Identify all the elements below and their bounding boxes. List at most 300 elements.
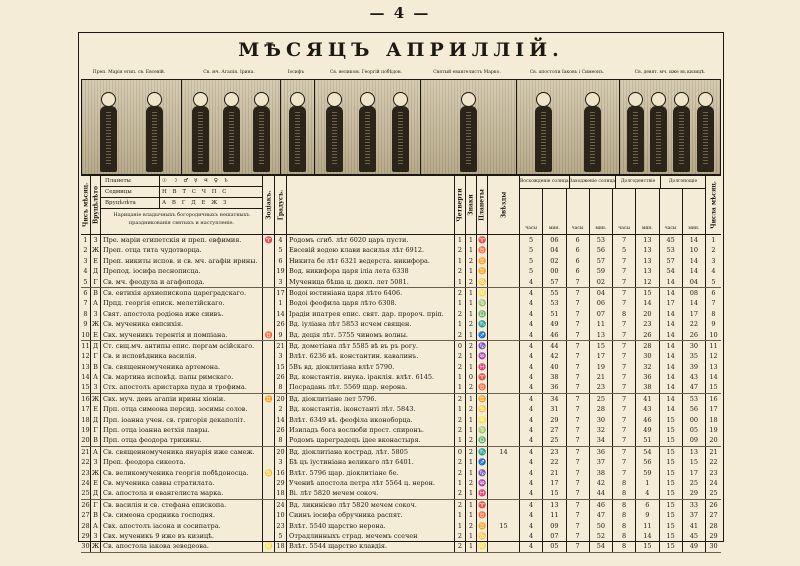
degree: 14 [275,309,287,319]
quarter-value: 2 [455,488,466,498]
day-number-right: 5 [711,277,716,286]
degree: 16 [275,468,287,478]
time-value: 10 [683,245,706,255]
time-value: 5 [520,256,543,266]
vrutseleto-letter: Ж [91,394,100,403]
degree: 26 [275,372,287,382]
star-marker [488,288,520,298]
day-number: 25 [81,489,90,498]
event-text: Ві. лѣт 5820 мечем сокоч. [287,488,455,498]
time-value: 7 [567,404,590,414]
time-value: 7 [567,510,590,520]
time-value: 4 [520,478,543,488]
time-value: 43 [683,372,706,382]
evangelist-icon [460,92,477,172]
zodiac-sign [263,425,275,435]
sign-value: 2 [466,256,477,266]
quarter-value: 2 [455,457,466,467]
day-number-right: 19 [709,426,718,435]
star-marker [488,394,520,404]
sign-value: 2 [466,478,477,488]
sign-value: 1 [466,309,477,319]
icon-panel-agapia [182,80,282,174]
day-number: 21 [81,447,90,456]
degree: 18 [275,541,287,551]
vrutseleto-letter: Ж [91,542,100,551]
calendar-rows [81,235,721,553]
sign-value: 1 [466,394,477,404]
time-value: 22 [543,457,566,467]
planet-value: ♋ [477,531,487,540]
time-value: 5 [520,235,543,245]
quarter-value: 1 [455,298,466,308]
icon-panel-georgiy [315,80,421,174]
vrutseleto-letter: Ж [91,320,100,329]
time-value: 4 [520,330,543,340]
time-value: 25 [590,394,613,404]
sign-value: 1 [466,468,477,478]
event-text: Вд. ликинієво лѣт 5820 мечем сокоч. [287,500,455,510]
day-number-right: 18 [709,415,718,424]
table-row [81,245,721,255]
time-value: 04 [683,277,706,287]
star-marker [488,478,520,488]
degree: 8 [275,382,287,392]
time-value: 7 [567,341,590,351]
zodiac-sign: ♉ [263,330,275,340]
time-value: 46 [636,415,659,425]
icon-caption: Св. апостоли Іаковъ і Симеонъ. [529,70,605,75]
time-value: 56 [590,245,613,255]
day-number-right: 23 [709,468,718,477]
zodiac-sign [263,531,275,541]
quarter-value: 1 [455,372,466,382]
time-value: 8 [613,541,636,551]
time-value: 7 [567,415,590,425]
quarter-value: 1 [455,319,466,329]
event-text: Водоі феофила царя лѣто 6308. [287,298,455,308]
event-text: Вд. іуліана лѣт 5853 исчем священ. [287,319,455,329]
time-value: 7 [567,394,590,404]
day-number-right: 2 [711,246,716,255]
day-number-right: 14 [709,373,718,382]
time-value: 15 [660,488,683,498]
vrutseleto-letter: Е [91,478,101,488]
star-marker [488,500,520,510]
time-value: 07 [590,309,613,319]
time-value: 4 [636,488,659,498]
zodiac-sign [263,351,275,361]
time-value: 8 [613,309,636,319]
day-number-right: 9 [711,320,716,329]
day-number: 17 [81,405,90,414]
time-value: 7 [567,351,590,361]
degree: 14 [275,415,287,425]
day-number-right: 12 [709,352,718,361]
time-value: 4 [520,531,543,541]
time-value: 14 [660,319,683,329]
planet-value: ♊ [477,267,487,276]
day-number-right: 8 [711,309,716,318]
vrutseleto-letter: Д [91,266,101,276]
saint-name: Прпд. георгія еписк. мелетійскаго. [101,298,263,308]
day-number-right: 29 [709,531,718,540]
time-value: 39 [683,362,706,372]
star-marker [488,425,520,435]
quarter-value: 1 [455,277,466,287]
vrutseleto-letter: Г [91,500,101,510]
planet-value: ♌ [477,415,487,424]
time-value: 26 [683,330,706,340]
time-value: 14 [660,382,683,392]
table-row [81,362,721,372]
saint-name: Свят. апостола родіона иже сиивъ. [101,309,263,319]
header-gradusy: Градусъ. [275,176,287,234]
time-value: 7 [567,372,590,382]
sign-value: 1 [466,266,477,276]
star-marker: 14 [488,447,520,457]
saint-name: Св. и исповѣдника василія. [101,351,263,361]
time-value: 37 [590,457,613,467]
saint-name: Св. апостола іакова зеведеова. [101,541,263,551]
time-value: 7 [567,468,590,478]
time-value: 42 [543,351,566,361]
degree: 2 [275,404,287,414]
event-text: Родомъ цареградецъ ідее вконастыря. [287,435,455,445]
planet-value: ♈ [477,236,487,244]
zodiac-sign: ♋ [263,468,275,478]
time-value: 6 [567,235,590,245]
time-value: 7 [567,362,590,372]
quarter-value: 2 [455,351,466,361]
time-value: 33 [683,500,706,510]
event-text: Бѣ цъ іустиніана великаго лѣт 6401. [287,457,455,467]
day-number: 16 [81,394,90,403]
icon-strip [81,79,721,175]
degree: 17 [275,288,287,298]
time-value: 30 [683,341,706,351]
planet-value: ♋ [477,405,487,414]
day-number: 3 [81,256,91,266]
calendar-frame [78,32,724,551]
event-text: Влѣт. 6236 вѣ. константин. кавалинъ. [287,351,455,361]
vrutseleto-letter: Г [91,351,101,361]
degree: 10 [275,510,287,520]
zodiac-sign [263,372,275,382]
time-value: 4 [520,341,543,351]
time-value: 11 [590,319,613,329]
event-text: Вд. деція лѣт. 5755 чиномъ волны. [287,330,455,340]
planet-value: ♒ [477,478,487,487]
vrutseleto-letter: В [91,435,101,445]
day-number: 4 [81,266,91,276]
time-value: 38 [636,382,659,392]
time-value: 15 [660,415,683,425]
time-value: 15 [660,457,683,467]
sign-value: 1 [466,500,477,510]
star-marker [488,256,520,266]
table-row [81,394,721,404]
zodiac-sign [263,245,275,255]
time-value: 15 [660,531,683,541]
time-value: 15 [636,541,659,551]
time-value: 15 [636,288,659,298]
time-value: 14 [660,309,683,319]
time-value: 5 [613,245,636,255]
day-number-right: 26 [709,500,718,509]
time-value: 7 [613,298,636,308]
time-value: 46 [543,330,566,340]
time-value: 7 [613,351,636,361]
header-chetvert: Четверти [455,176,466,234]
sign-value: 1 [466,351,477,361]
time-value: 7 [567,319,590,329]
time-value: 36 [543,382,566,392]
vrutseleto-letter: З [91,382,101,392]
table-row [81,382,721,393]
table-row [81,457,721,467]
time-value: 4 [520,309,543,319]
planet-value: ♏ [477,320,487,329]
header-planety: Планеты [477,176,488,234]
time-value: 38 [543,372,566,382]
sign-value: 2 [466,404,477,414]
vrutseleto-letter: В [91,362,101,372]
time-value: 7 [567,531,590,541]
quarter-value: 2 [455,362,466,372]
planet-value: ♉ [477,511,487,520]
time-value: 7 [613,266,636,276]
time-value: 7 [567,478,590,488]
saint-name: Св. мученика евпсихія. [101,319,263,329]
time-value: 4 [520,468,543,478]
saint-name: Прп. отца іоанна ветхія лавры. [101,425,263,435]
time-value: 08 [683,288,706,298]
time-value: 7 [613,435,636,445]
time-value: 41 [683,521,706,531]
time-value: 47 [590,510,613,520]
day-number: 7 [81,298,91,308]
zodiac-sign [263,256,275,266]
time-value: 23 [543,447,566,457]
day-number: 18 [81,415,90,424]
saint-figure-icon [223,92,240,172]
day-number: 9 [81,319,91,329]
time-value: 7 [613,288,636,298]
time-value: 15 [660,510,683,520]
zodiac-sign: ♈ [263,235,275,245]
day-number: 8 [81,309,91,319]
header-astro: Восхожденіе солнца Заходженіе солнца Долгоденствіе Долгонощіе часы мин. часы мин. часы мин. часы мин. [520,176,706,234]
day-number: 30 [81,542,90,551]
table-row [81,468,721,478]
planet-value: ♒ [477,352,487,361]
table-row [81,510,721,520]
saint-name: Стх. апостолъ аристарха пуда и трофима. [101,382,263,392]
planet-value: ♌ [477,542,487,551]
vrutseleto-letter: Е [91,404,101,414]
time-value: 53 [683,394,706,404]
quarter-value: 1 [455,435,466,445]
saint-name: Св. мученика саввы стратилата. [101,478,263,488]
time-value: 7 [567,521,590,531]
time-value: 15 [660,541,683,551]
time-value: 7 [567,330,590,340]
quarter-value: 2 [455,394,466,404]
time-value: 4 [520,541,543,551]
time-value: 26 [636,330,659,340]
degree: 15 [275,362,287,372]
time-value: 7 [567,488,590,498]
time-value: 15 [660,447,683,457]
time-value: 8 [613,478,636,488]
star-marker [488,372,520,382]
saint-name: Св. мч. феодула и агафопода. [101,277,263,287]
zodiac-sign [263,382,275,392]
time-value: 02 [543,256,566,266]
header-chisla: Чисъ мѣсяц. [81,176,91,234]
planet-value: ♊ [477,256,487,265]
zodiac-sign: ♌ [263,541,275,551]
sign-value: 1 [466,457,477,467]
time-value: 23 [636,319,659,329]
time-value: 45 [683,531,706,541]
time-value: 59 [590,266,613,276]
sign-value: 1 [466,288,477,298]
sign-value: 1 [466,488,477,498]
sign-value: 1 [466,235,477,245]
time-value: 45 [660,235,683,245]
saint-name: Свх. мученикъ 9 иже въ кизицѣ. [101,531,263,541]
time-value: 7 [567,435,590,445]
time-value: 51 [543,309,566,319]
vrutseleto-letter: З [91,531,101,541]
quarter-value: 1 [455,478,466,488]
saint-name: Ст. свщ.мч. антипы епис. пергам асійскаго. [101,341,263,351]
day-number-right: 24 [709,478,718,487]
icon-captions [79,67,723,79]
quarter-value: 2 [455,288,466,298]
planet-value: ♎ [477,436,487,445]
degree: 1 [275,298,287,308]
zodiac-sign [263,447,275,457]
zodiac-sign [263,319,275,329]
saint-name: Преп. феодора сикеота. [101,457,263,467]
planet-value: ♓ [477,362,487,371]
quarter-value: 0 [455,447,466,457]
star-marker [488,415,520,425]
saint-figure-icon [253,92,270,172]
vrutseleto-letter: З [91,309,101,319]
time-value: 34 [543,394,566,404]
vrutseleto-letter: А [91,372,101,382]
saint-figure-icon [289,92,306,172]
time-value: 13 [636,266,659,276]
day-number: 10 [81,330,90,339]
saint-figure-icon [697,92,714,172]
icon-panel-nine-martyrs [620,80,720,174]
sign-value: 2 [466,447,477,457]
time-value: 13 [636,235,659,245]
time-value: 25 [683,478,706,488]
time-value: 7 [613,235,636,245]
time-value: 13 [543,500,566,510]
table-row [81,425,721,435]
sign-value: 2 [466,521,477,531]
zodiac-sign: ♊ [263,394,275,404]
time-value: 36 [590,447,613,457]
day-number-right: 3 [711,256,716,265]
time-value: 4 [520,382,543,392]
day-number-right: 21 [709,447,718,456]
event-text: 5Въ вд. діоклитіана влѣт 5790. [287,362,455,372]
planet-value: ♏ [477,447,487,456]
time-value: 4 [520,362,543,372]
time-value: 04 [543,245,566,255]
time-value: 14 [683,298,706,308]
time-value: 7 [613,457,636,467]
day-number: 29 [81,531,90,540]
time-value: 17 [543,478,566,488]
time-value: 55 [543,288,566,298]
time-value: 04 [590,288,613,298]
time-value: 19 [590,362,613,372]
time-value: 17 [683,468,706,478]
day-number: 12 [81,352,90,361]
planet-value: ♍ [477,299,487,308]
zodiac-sign [263,288,275,298]
day-number: 22 [81,458,90,467]
time-value: 14 [636,298,659,308]
time-value: 7 [567,277,590,287]
time-value: 15 [683,457,706,467]
time-value: 53 [543,298,566,308]
time-value: 57 [660,256,683,266]
time-value: 7 [613,382,636,392]
day-number: 19 [81,426,90,435]
header-events [287,176,455,234]
day-number: 20 [81,436,90,445]
time-value: 53 [590,235,613,245]
time-value: 59 [636,468,659,478]
quarter-value: 1 [455,256,466,266]
time-value: 15 [543,488,566,498]
quarter-value: 2 [455,415,466,425]
time-value: 14 [660,288,683,298]
time-value: 54 [636,447,659,457]
day-number: 1 [81,235,91,245]
sign-value: 1 [466,425,477,435]
header-zvezdy: Звѣзды [488,176,520,234]
time-value: 06 [590,298,613,308]
vrutseleto-letter: В [91,510,101,520]
vrutseleto-letter: Е [91,256,101,266]
time-value: 54 [590,541,613,551]
day-number-right: 17 [709,405,718,414]
time-value: 53 [660,245,683,255]
page-number: — 4 — [369,4,431,22]
feasts-note: Нарицаніе владычныхъ богородичныхъ нешатныхъ праздникованія святыхъ и наступленіе. [113,212,250,226]
time-value: 7 [567,457,590,467]
time-value: 28 [636,341,659,351]
time-value: 15 [660,468,683,478]
saint-name: Пре. маріи египетскія и преп. евфимия. [101,235,263,245]
vrutseleto-letter: Г [91,425,101,435]
planet-value: ♈ [477,373,487,382]
star-marker [488,468,520,478]
event-text: Евсевій водою клави василья лѣт 6912. [287,245,455,255]
table-row [81,330,721,341]
